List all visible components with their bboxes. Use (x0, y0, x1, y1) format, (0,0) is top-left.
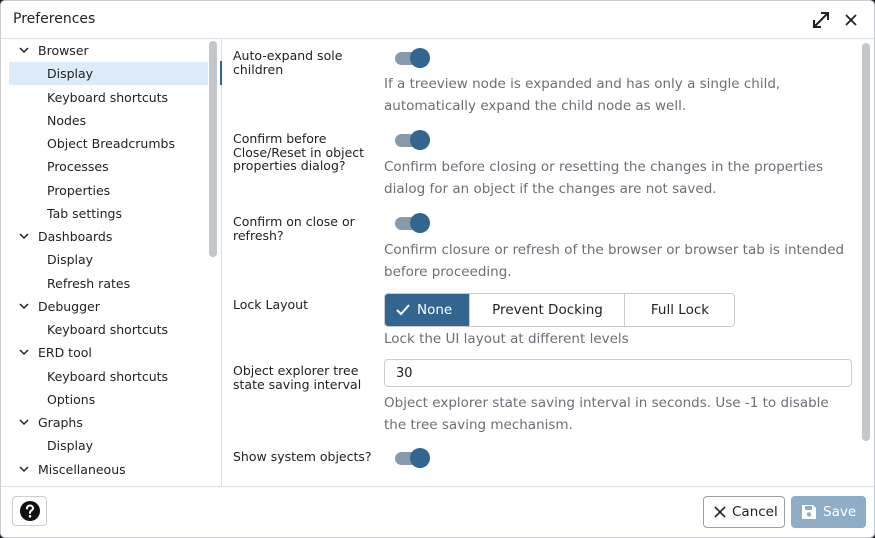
chevron-down-icon[interactable] (19, 419, 29, 426)
lock-prevent-docking-button[interactable]: Prevent Docking (469, 294, 625, 326)
lock-layout-help: Lock the UI layout at different levels (384, 331, 629, 347)
tree-item-label: Nodes (47, 112, 87, 128)
tree-item[interactable] (9, 132, 208, 155)
lock-layout-group (384, 293, 735, 327)
tree-group[interactable] (9, 458, 208, 481)
tree-group[interactable] (9, 39, 208, 62)
tree-item[interactable] (9, 155, 208, 178)
tree-item-label: Miscellaneous (38, 461, 126, 477)
show-system-objects-toggle[interactable] (395, 447, 431, 469)
tree-item-label: Properties (47, 182, 111, 198)
chevron-down-icon[interactable] (19, 349, 29, 356)
tree-group[interactable] (9, 411, 208, 434)
chevron-down-icon[interactable] (19, 303, 29, 310)
tree-item[interactable] (9, 202, 208, 225)
tree-item-label: Debugger (38, 298, 100, 314)
save-button[interactable] (791, 496, 866, 528)
tree-item[interactable] (9, 318, 208, 341)
tree-item[interactable] (9, 109, 208, 132)
confirm-refresh-label: Confirm on close or refresh? (233, 214, 355, 243)
tree-group[interactable] (9, 225, 208, 248)
tree-item[interactable] (9, 272, 208, 295)
lock-full-button[interactable]: Full Lock (624, 294, 735, 326)
tree-item[interactable] (9, 434, 208, 457)
tree-item-label: Keyboard shortcuts (47, 368, 169, 384)
tree-state-interval-label: Object explorer tree state saving interval (233, 363, 362, 392)
tree-item-label: Graphs (38, 415, 83, 430)
close-icon[interactable] (841, 10, 861, 30)
cancel-button[interactable] (703, 496, 785, 528)
tree-item-label: ERD tool (38, 345, 92, 361)
tree-item-label: Browser (38, 43, 89, 58)
cancel-label: Cancel (732, 504, 778, 520)
confirm-close-reset-help: Confirm before closing or resetting the changes in the properties dialog for an object if the changes are not saved. (384, 159, 824, 197)
tree-item-label: Tab settings (47, 205, 122, 221)
help-button[interactable] (12, 496, 47, 526)
tree-item[interactable] (9, 388, 208, 411)
tree-item-label: Display (47, 66, 94, 82)
tree-item-label: Refresh rates (47, 275, 131, 291)
floppy-disk-icon (801, 504, 817, 520)
auto-expand-help: If a treeview node is expanded and has only a single child, automatically expand the child node as well. (384, 76, 781, 114)
tree-item[interactable] (9, 86, 208, 109)
confirm-close-reset-toggle[interactable] (395, 129, 431, 151)
lock-layout-label: Lock Layout (233, 297, 308, 312)
auto-expand-toggle[interactable] (395, 47, 431, 69)
tree-item-label: Display (47, 252, 94, 268)
focus-indicator (220, 61, 222, 85)
save-label: Save (823, 504, 857, 520)
dialog-footer (1, 486, 874, 538)
tree-item[interactable] (9, 248, 208, 271)
dialog-title: Preferences (13, 11, 96, 27)
tree-group[interactable] (9, 295, 208, 318)
maximize-icon[interactable] (811, 10, 831, 30)
auto-expand-label: Auto-expand sole children (233, 48, 343, 77)
confirm-refresh-help: Confirm closure or refresh of the browser or browser tab is intended before proceeding. (384, 242, 845, 280)
question-circle-icon (19, 500, 41, 522)
show-system-objects-label: Show system objects? (233, 449, 372, 464)
close-icon (713, 505, 727, 519)
tree-item[interactable] (9, 62, 208, 85)
lock-none-button[interactable] (385, 294, 469, 326)
tree-item-label: Options (47, 391, 96, 407)
tree-item-label: Display (47, 438, 94, 454)
check-icon (395, 303, 411, 317)
tree-item-label: Keyboard shortcuts (47, 89, 169, 105)
content-scrollbar[interactable] (862, 43, 870, 441)
chevron-down-icon[interactable] (19, 466, 29, 473)
title-bar (1, 1, 874, 39)
chevron-down-icon[interactable] (19, 233, 29, 240)
preferences-tree (1, 39, 222, 486)
tree-item-label: Object Breadcrumbs (47, 136, 175, 151)
tree-scrollbar[interactable] (209, 41, 217, 257)
tree-item-label: Processes (47, 159, 109, 175)
chevron-down-icon[interactable] (19, 47, 29, 54)
tree-item-label: Dashboards (38, 229, 113, 244)
confirm-refresh-toggle[interactable] (395, 212, 431, 234)
lock-none-label: None (417, 302, 453, 318)
tree-item-label: Keyboard shortcuts (47, 322, 169, 337)
tree-item[interactable] (9, 365, 208, 388)
tree-state-interval-help: Object explorer state saving interval in seconds. Use -1 to disable the tree saving mechanism. (384, 395, 829, 433)
confirm-close-reset-label: Confirm before Close/Reset in object properties dialog? (233, 131, 365, 173)
tree-state-interval-input[interactable]: 30 (384, 359, 852, 387)
tree-group[interactable] (9, 341, 208, 364)
tree-item[interactable] (9, 179, 208, 202)
